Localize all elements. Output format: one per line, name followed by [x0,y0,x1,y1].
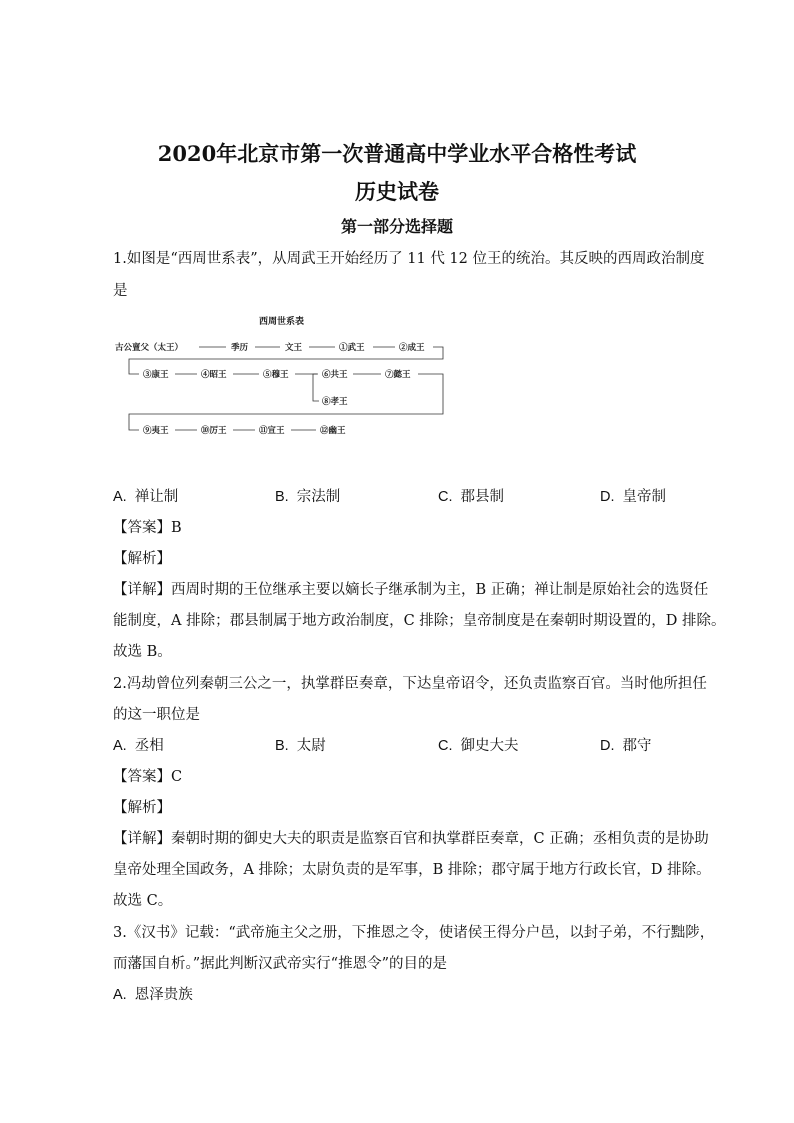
exam-title: 2020年北京市第一次普通高中学业水平合格性考试 [157,141,637,166]
lineage-node: 文王 [285,343,303,353]
q3-stem-line2: 而藩国自析。”据此判断汉武帝实行“推恩令”的目的是 [113,956,447,972]
lineage-node: ⑦懿王 [385,370,411,380]
lineage-node: 季历 [231,343,249,353]
q2-detail-line2: 皇帝处理全国政务，A 排除；太尉负责的是军事，B 排除；郡守属于地方行政长官，D 排除。 [113,862,711,878]
q1-detail-line3: 故选 B。 [113,644,172,660]
q3-options [113,985,693,1005]
option-c[interactable]: C. 郡县制 [438,489,504,505]
option-b[interactable]: B. 太尉 [275,738,326,754]
lineage-node: ③康王 [143,370,169,380]
lineage-diagram [113,312,453,442]
lineage-node: ⑤穆王 [263,370,289,380]
q2-detail-line1: 【详解】秦朝时期的御史大夫的职责是监察百官和执掌群臣奏章，C 正确；丞相负责的是协助 [113,831,709,847]
option-a[interactable]: A. 禅让制 [113,489,179,505]
q1-detail-line1: 【详解】西周时期的王位继承主要以嫡长子继承制为主，B 正确；禅让制是原始社会的选贤任 [113,582,709,598]
q3-stem-line1: 3.《汉书》记载：“武帝施主父之册，下推恩之令，使诸侯王得分户邑，以封子弟，不行黜陟， [113,925,715,941]
lineage-node: ⑩厉王 [201,426,227,436]
q1-stem-line1: 1.如图是“西周世系表”，从周武王开始经历了 11 代 12 位王的统治。其反映的西周政治制度 [113,251,705,267]
q2-options [113,736,693,756]
lineage-node: 古公亶父（太王） [115,343,184,353]
option-b[interactable]: B. 宗法制 [275,489,341,505]
connector-line [129,374,443,430]
lineage-node: ⑨夷王 [143,426,169,436]
lineage-node: ⑫幽王 [320,426,346,436]
exam-subtitle: 历史试卷 [355,179,439,204]
lineage-node: ①武王 [339,343,365,353]
section-heading: 第一部分选择题 [340,217,453,236]
q1-analysis-label: 【解析】 [113,551,171,567]
lineage-node: ⑥共王 [322,370,348,380]
option-d[interactable]: D. 皇帝制 [600,489,666,505]
q2-answer: 【答案】C [113,769,183,785]
lineage-node: ⑧孝王 [322,397,348,407]
lineage-node: ⑪宣王 [259,426,285,436]
q2-detail-line3: 故选 C。 [113,893,173,909]
q2-analysis-label: 【解析】 [113,800,171,816]
option-a[interactable]: A. 丞相 [113,738,164,754]
option-a[interactable]: A. 恩泽贵族 [113,987,193,1003]
option-c[interactable]: C. 御史大夫 [438,738,519,754]
lineage-node: ④昭王 [201,370,227,380]
q1-stem-line2: 是 [113,283,128,299]
lineage-node: ②成王 [399,343,425,353]
q2-stem-line2: 的这一职位是 [113,707,200,723]
option-d[interactable]: D. 郡守 [600,738,652,754]
connector-line [313,374,319,401]
q1-answer: 【答案】B [113,520,182,536]
q2-stem-line1: 2.冯劫曾位列秦朝三公之一，执掌群臣奏章，下达皇帝诏令，还负责监察百官。当时他所担任 [113,676,707,692]
q1-options [113,487,693,507]
q1-detail-line2: 能制度，A 排除；郡县制属于地方政治制度，C 排除；皇帝制度是在秦朝时期设置的，D 排除。 [113,613,726,629]
diagram-title: 西周世系表 [259,317,305,327]
